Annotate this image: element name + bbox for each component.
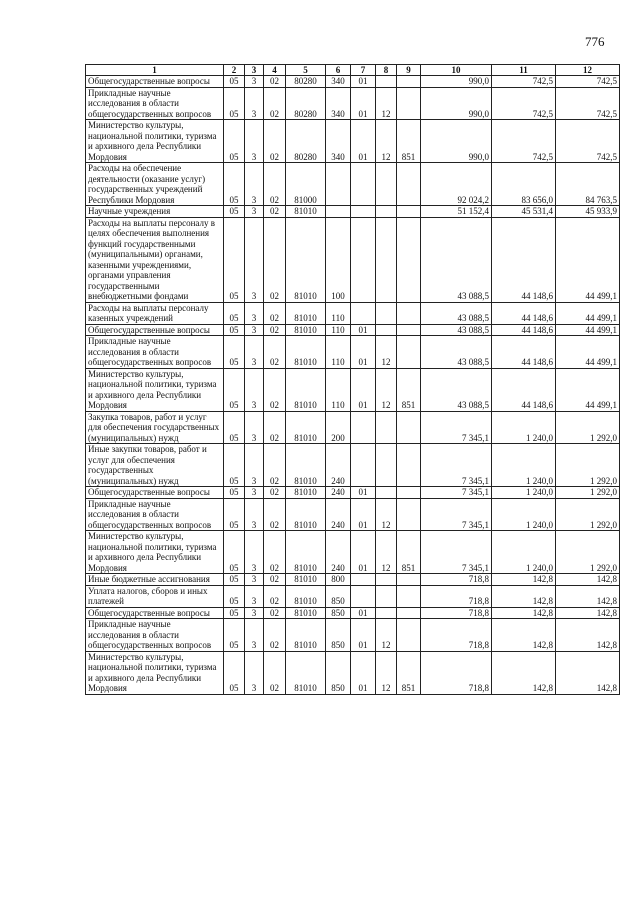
cell-col-2: 05: [224, 487, 245, 499]
cell-col-10: 7 345,1: [421, 444, 492, 487]
cell-col-9: [397, 87, 421, 120]
cell-col-8: [376, 163, 397, 206]
table-row: [86, 585, 620, 607]
cell-col-9: 851: [397, 368, 421, 411]
cell-col-6: 850: [326, 651, 351, 694]
cell-col-3: 3: [245, 163, 264, 206]
table-row: [86, 531, 620, 574]
cell-col-5: 81010: [286, 498, 326, 531]
cell-col-12: 44 499,1: [556, 324, 620, 336]
cell-col-10: 7 345,1: [421, 498, 492, 531]
cell-col-4: 02: [264, 531, 286, 574]
cell-col-5: 81010: [286, 531, 326, 574]
cell-col-5: 81010: [286, 302, 326, 324]
cell-col-9: [397, 302, 421, 324]
table-row: [86, 619, 620, 652]
cell-col-7: 01: [351, 498, 376, 531]
cell-col-6: [326, 206, 351, 218]
cell-col-4: 02: [264, 498, 286, 531]
cell-col-12: 142,8: [556, 607, 620, 619]
cell-col-12: 1 292,0: [556, 487, 620, 499]
cell-col-4: 02: [264, 574, 286, 586]
cell-col-11: 44 148,6: [492, 368, 556, 411]
cell-col-5: 80280: [286, 87, 326, 120]
cell-col-2: 05: [224, 531, 245, 574]
cell-col-7: 01: [351, 336, 376, 369]
cell-row-name: Закупка товаров, работ и услуг для обеспечения государственных (муниципальных) нужд: [86, 411, 224, 444]
table-row: [86, 444, 620, 487]
cell-col-6: 110: [326, 368, 351, 411]
cell-col-8: [376, 411, 397, 444]
cell-col-11: 44 148,6: [492, 336, 556, 369]
cell-col-9: [397, 574, 421, 586]
table-row: [86, 487, 620, 499]
cell-col-2: 05: [224, 302, 245, 324]
cell-col-2: 05: [224, 163, 245, 206]
cell-row-name: Расходы на выплаты персоналу казенных учреждений: [86, 302, 224, 324]
table-row: [86, 120, 620, 163]
cell-col-3: 3: [245, 619, 264, 652]
cell-row-name: Уплата налогов, сборов и иных платежей: [86, 585, 224, 607]
cell-col-10: 43 088,5: [421, 324, 492, 336]
cell-col-9: [397, 498, 421, 531]
cell-col-10: 718,8: [421, 585, 492, 607]
cell-col-3: 3: [245, 607, 264, 619]
cell-col-12: 142,8: [556, 585, 620, 607]
cell-col-5: 81010: [286, 206, 326, 218]
cell-col-6: 800: [326, 574, 351, 586]
cell-col-12: 44 499,1: [556, 336, 620, 369]
cell-col-8: 12: [376, 531, 397, 574]
cell-col-4: 02: [264, 368, 286, 411]
cell-col-6: [326, 163, 351, 206]
cell-col-2: 05: [224, 76, 245, 88]
cell-col-12: 142,8: [556, 651, 620, 694]
cell-row-name: Прикладные научные исследования в области общегосударственных вопросов: [86, 619, 224, 652]
cell-col-5: 81000: [286, 163, 326, 206]
cell-col-12: 44 499,1: [556, 217, 620, 302]
cell-row-name: Иные бюджетные ассигнования: [86, 574, 224, 586]
cell-col-3: 3: [245, 444, 264, 487]
cell-col-7: [351, 411, 376, 444]
column-header: 11: [492, 65, 556, 76]
column-header: 1: [86, 65, 224, 76]
cell-col-9: [397, 487, 421, 499]
cell-col-3: 3: [245, 411, 264, 444]
cell-col-11: 44 148,6: [492, 324, 556, 336]
cell-col-6: 240: [326, 498, 351, 531]
cell-col-4: 02: [264, 411, 286, 444]
cell-col-11: 45 531,4: [492, 206, 556, 218]
cell-col-5: 81010: [286, 336, 326, 369]
cell-row-name: Прикладные научные исследования в области общегосударственных вопросов: [86, 336, 224, 369]
cell-col-8: 12: [376, 87, 397, 120]
column-header: 4: [264, 65, 286, 76]
cell-col-8: 12: [376, 651, 397, 694]
table-row: [86, 76, 620, 88]
table-row: [86, 217, 620, 302]
cell-col-4: 02: [264, 336, 286, 369]
table-header-row: [86, 65, 620, 76]
cell-col-12: 1 292,0: [556, 498, 620, 531]
cell-col-4: 02: [264, 163, 286, 206]
cell-col-8: [376, 487, 397, 499]
cell-col-11: 1 240,0: [492, 498, 556, 531]
cell-col-6: 240: [326, 531, 351, 574]
cell-col-8: [376, 444, 397, 487]
column-header: 5: [286, 65, 326, 76]
cell-col-11: 1 240,0: [492, 411, 556, 444]
cell-col-11: 142,8: [492, 574, 556, 586]
cell-col-11: 1 240,0: [492, 487, 556, 499]
cell-col-7: 01: [351, 76, 376, 88]
cell-col-4: 02: [264, 651, 286, 694]
table-body: [86, 76, 620, 695]
cell-col-8: 12: [376, 336, 397, 369]
cell-col-3: 3: [245, 87, 264, 120]
cell-col-12: 45 933,9: [556, 206, 620, 218]
cell-col-8: [376, 206, 397, 218]
cell-col-3: 3: [245, 120, 264, 163]
cell-col-10: 990,0: [421, 76, 492, 88]
cell-col-10: 718,8: [421, 574, 492, 586]
cell-col-7: [351, 302, 376, 324]
cell-col-6: 850: [326, 585, 351, 607]
cell-col-11: 44 148,6: [492, 302, 556, 324]
cell-col-9: [397, 76, 421, 88]
cell-col-2: 05: [224, 336, 245, 369]
cell-col-9: [397, 585, 421, 607]
cell-col-9: 851: [397, 651, 421, 694]
cell-col-2: 05: [224, 651, 245, 694]
cell-col-4: 02: [264, 87, 286, 120]
column-header: 9: [397, 65, 421, 76]
cell-col-4: 02: [264, 619, 286, 652]
cell-col-6: 200: [326, 411, 351, 444]
cell-col-8: [376, 76, 397, 88]
cell-col-9: [397, 324, 421, 336]
cell-col-12: 742,5: [556, 120, 620, 163]
cell-col-5: 81010: [286, 487, 326, 499]
cell-col-12: 1 292,0: [556, 444, 620, 487]
cell-col-2: 05: [224, 607, 245, 619]
cell-col-3: 3: [245, 574, 264, 586]
cell-col-7: [351, 585, 376, 607]
cell-col-11: 142,8: [492, 607, 556, 619]
cell-col-2: 05: [224, 411, 245, 444]
cell-col-2: 05: [224, 585, 245, 607]
cell-row-name: Общегосударственные вопросы: [86, 487, 224, 499]
cell-col-6: 850: [326, 619, 351, 652]
table-row: [86, 651, 620, 694]
cell-col-4: 02: [264, 607, 286, 619]
cell-col-10: 718,8: [421, 607, 492, 619]
cell-row-name: Научные учреждения: [86, 206, 224, 218]
cell-col-5: 81010: [286, 651, 326, 694]
cell-col-9: 851: [397, 531, 421, 574]
table-row: [86, 411, 620, 444]
cell-col-6: 850: [326, 607, 351, 619]
cell-col-7: 01: [351, 607, 376, 619]
cell-col-11: 142,8: [492, 651, 556, 694]
cell-row-name: Иные закупки товаров, работ и услуг для обеспечения государственных (муниципальных) нужд: [86, 444, 224, 487]
cell-col-3: 3: [245, 487, 264, 499]
cell-col-11: 742,5: [492, 87, 556, 120]
cell-col-3: 3: [245, 651, 264, 694]
cell-col-9: [397, 411, 421, 444]
cell-col-5: 81010: [286, 619, 326, 652]
cell-col-3: 3: [245, 585, 264, 607]
table-row: [86, 498, 620, 531]
column-header: 8: [376, 65, 397, 76]
cell-col-2: 05: [224, 206, 245, 218]
cell-col-4: 02: [264, 324, 286, 336]
cell-col-3: 3: [245, 206, 264, 218]
cell-col-2: 05: [224, 217, 245, 302]
cell-col-7: [351, 444, 376, 487]
cell-col-7: [351, 217, 376, 302]
cell-col-10: 43 088,5: [421, 302, 492, 324]
cell-col-5: 81010: [286, 607, 326, 619]
cell-col-4: 02: [264, 217, 286, 302]
cell-col-10: 7 345,1: [421, 487, 492, 499]
cell-col-7: 01: [351, 619, 376, 652]
table-row: [86, 206, 620, 218]
cell-col-2: 05: [224, 324, 245, 336]
cell-col-2: 05: [224, 444, 245, 487]
cell-col-12: 742,5: [556, 76, 620, 88]
cell-col-5: 80280: [286, 120, 326, 163]
cell-col-11: 1 240,0: [492, 444, 556, 487]
table-row: [86, 324, 620, 336]
cell-row-name: Прикладные научные исследования в области общегосударственных вопросов: [86, 498, 224, 531]
cell-col-11: 142,8: [492, 585, 556, 607]
cell-row-name: Прикладные научные исследования в области общегосударственных вопросов: [86, 87, 224, 120]
cell-col-9: [397, 206, 421, 218]
column-header: 7: [351, 65, 376, 76]
cell-col-12: 742,5: [556, 87, 620, 120]
cell-col-5: 81010: [286, 411, 326, 444]
cell-col-4: 02: [264, 444, 286, 487]
cell-col-9: [397, 163, 421, 206]
cell-col-12: 84 763,5: [556, 163, 620, 206]
cell-row-name: Общегосударственные вопросы: [86, 76, 224, 88]
cell-col-11: 1 240,0: [492, 531, 556, 574]
cell-col-6: 110: [326, 324, 351, 336]
cell-row-name: Министерство культуры, национальной политики, туризма и архивного дела Республики Мордовия: [86, 651, 224, 694]
column-header: 10: [421, 65, 492, 76]
cell-col-10: 92 024,2: [421, 163, 492, 206]
cell-col-12: 1 292,0: [556, 411, 620, 444]
cell-col-9: [397, 217, 421, 302]
cell-col-8: 12: [376, 498, 397, 531]
cell-col-9: 851: [397, 120, 421, 163]
cell-col-2: 05: [224, 498, 245, 531]
cell-col-7: 01: [351, 87, 376, 120]
cell-col-5: 81010: [286, 324, 326, 336]
cell-col-8: 12: [376, 120, 397, 163]
cell-col-2: 05: [224, 368, 245, 411]
cell-row-name: Министерство культуры, национальной политики, туризма и архивного дела Республики Мордовия: [86, 120, 224, 163]
cell-col-6: 340: [326, 87, 351, 120]
column-header: 6: [326, 65, 351, 76]
cell-col-10: 43 088,5: [421, 368, 492, 411]
cell-row-name: Министерство культуры, национальной политики, туризма и архивного дела Республики Мордовия: [86, 368, 224, 411]
cell-col-12: 142,8: [556, 574, 620, 586]
cell-col-5: 81010: [286, 217, 326, 302]
cell-row-name: Расходы на обеспечение деятельности (оказание услуг) государственных учреждений Республики Мордовия: [86, 163, 224, 206]
cell-row-name: Министерство культуры, национальной политики, туризма и архивного дела Республики Мордовия: [86, 531, 224, 574]
cell-col-7: [351, 163, 376, 206]
table-row: [86, 368, 620, 411]
cell-col-11: 742,5: [492, 76, 556, 88]
cell-col-10: 43 088,5: [421, 336, 492, 369]
cell-col-10: 7 345,1: [421, 531, 492, 574]
cell-col-2: 05: [224, 574, 245, 586]
column-header: 3: [245, 65, 264, 76]
cell-col-12: 44 499,1: [556, 368, 620, 411]
cell-col-8: [376, 607, 397, 619]
cell-col-3: 3: [245, 302, 264, 324]
cell-col-6: 340: [326, 120, 351, 163]
cell-row-name: Общегосударственные вопросы: [86, 324, 224, 336]
cell-col-12: 1 292,0: [556, 531, 620, 574]
cell-col-6: 340: [326, 76, 351, 88]
cell-col-6: 240: [326, 444, 351, 487]
cell-col-12: 44 499,1: [556, 302, 620, 324]
cell-col-8: 12: [376, 619, 397, 652]
cell-col-6: 240: [326, 487, 351, 499]
cell-col-6: 110: [326, 302, 351, 324]
table-row: [86, 163, 620, 206]
cell-col-5: 81010: [286, 368, 326, 411]
cell-col-11: 742,5: [492, 120, 556, 163]
cell-col-3: 3: [245, 368, 264, 411]
cell-col-10: 718,8: [421, 651, 492, 694]
cell-col-10: 7 345,1: [421, 411, 492, 444]
table-row: [86, 574, 620, 586]
cell-col-5: 81010: [286, 574, 326, 586]
column-header: 2: [224, 65, 245, 76]
cell-col-2: 05: [224, 619, 245, 652]
table-row: [86, 336, 620, 369]
cell-col-7: 01: [351, 487, 376, 499]
cell-col-10: 990,0: [421, 120, 492, 163]
table-row: [86, 607, 620, 619]
cell-col-9: [397, 607, 421, 619]
cell-col-3: 3: [245, 498, 264, 531]
column-header: 12: [556, 65, 620, 76]
cell-col-10: 990,0: [421, 87, 492, 120]
cell-col-11: 142,8: [492, 619, 556, 652]
cell-row-name: Расходы на выплаты персоналу в целях обеспечения выполнения функций государственными (муниципальными) органами, казенными учреждениями, органами управления государственными внебюджетными фондами: [86, 217, 224, 302]
cell-col-7: 01: [351, 531, 376, 574]
cell-col-10: 43 088,5: [421, 217, 492, 302]
cell-col-8: [376, 585, 397, 607]
cell-col-10: 51 152,4: [421, 206, 492, 218]
cell-col-8: [376, 302, 397, 324]
cell-col-7: 01: [351, 324, 376, 336]
cell-col-4: 02: [264, 206, 286, 218]
cell-col-7: 01: [351, 651, 376, 694]
cell-row-name: Общегосударственные вопросы: [86, 607, 224, 619]
cell-col-10: 718,8: [421, 619, 492, 652]
cell-col-6: 100: [326, 217, 351, 302]
cell-col-6: 110: [326, 336, 351, 369]
cell-col-8: [376, 574, 397, 586]
cell-col-3: 3: [245, 531, 264, 574]
cell-col-8: [376, 324, 397, 336]
page-number: 776: [585, 34, 605, 49]
cell-col-4: 02: [264, 585, 286, 607]
cell-col-8: [376, 217, 397, 302]
cell-col-4: 02: [264, 487, 286, 499]
cell-col-7: [351, 574, 376, 586]
table-row: [86, 302, 620, 324]
cell-col-3: 3: [245, 336, 264, 369]
cell-col-7: 01: [351, 368, 376, 411]
cell-col-12: 142,8: [556, 619, 620, 652]
cell-col-4: 02: [264, 76, 286, 88]
cell-col-11: 83 656,0: [492, 163, 556, 206]
table-row: [86, 87, 620, 120]
cell-col-9: [397, 444, 421, 487]
cell-col-2: 05: [224, 87, 245, 120]
cell-col-5: 81010: [286, 444, 326, 487]
cell-col-2: 05: [224, 120, 245, 163]
cell-col-11: 44 148,6: [492, 217, 556, 302]
cell-col-8: 12: [376, 368, 397, 411]
cell-col-3: 3: [245, 217, 264, 302]
cell-col-7: [351, 206, 376, 218]
cell-col-3: 3: [245, 76, 264, 88]
cell-col-5: 80280: [286, 76, 326, 88]
budget-table: [85, 64, 620, 695]
cell-col-9: [397, 619, 421, 652]
cell-col-9: [397, 336, 421, 369]
cell-col-4: 02: [264, 302, 286, 324]
cell-col-5: 81010: [286, 585, 326, 607]
cell-col-7: 01: [351, 120, 376, 163]
cell-col-4: 02: [264, 120, 286, 163]
cell-col-3: 3: [245, 324, 264, 336]
